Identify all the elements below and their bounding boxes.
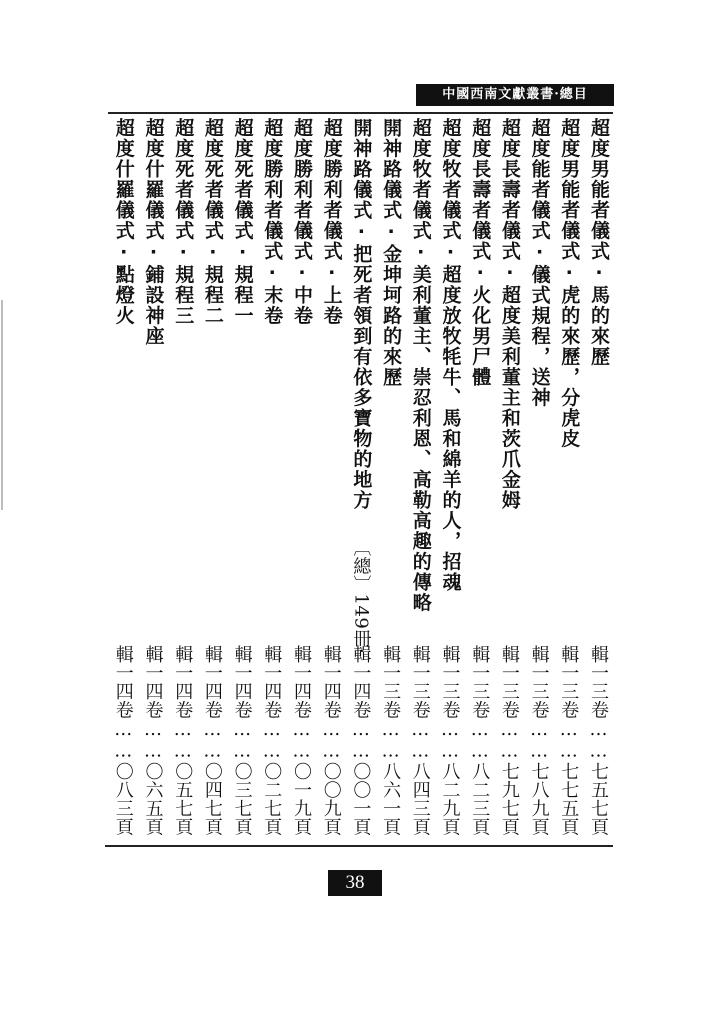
entry-page-ref: 輯一三卷……八二三頁 xyxy=(469,645,491,836)
entry-title: 超度長壽者儀式·火化男尸體 xyxy=(469,118,492,388)
entry-title: 超度勝利者儀式·上卷 xyxy=(320,118,343,326)
toc-entry xyxy=(465,118,495,843)
entry-page-ref: 輯一四卷……〇五七頁 xyxy=(172,645,194,836)
entry-page-ref: 輯一四卷……〇〇九頁 xyxy=(320,645,342,836)
entry-title: 開神路儀式·金坤坷路的來歷 xyxy=(380,118,403,388)
scan-edge-mark xyxy=(1,300,3,510)
toc-entry xyxy=(108,118,138,843)
entry-page-ref: 輯一三卷……七七五頁 xyxy=(558,645,580,836)
toc-entry xyxy=(168,118,198,843)
entry-page-ref: 輯一三卷……八四三頁 xyxy=(409,645,431,836)
entry-title: 超度什羅儀式·鋪設神座 xyxy=(142,118,165,347)
top-divider xyxy=(108,112,613,114)
entry-page-ref: 輯一四卷……〇八三頁 xyxy=(112,645,134,836)
page-number-badge: 38 xyxy=(328,870,382,896)
entry-page-ref: 輯一四卷……〇四七頁 xyxy=(201,645,223,836)
toc-entry xyxy=(286,118,316,843)
bottom-divider xyxy=(105,845,613,847)
entry-page-ref: 輯一四卷……〇三七頁 xyxy=(231,645,253,836)
entry-title: 超度勝利者儀式·末卷 xyxy=(261,118,284,326)
toc-entry xyxy=(435,118,465,843)
entry-page-ref: 輯一四卷……〇〇一頁 xyxy=(350,645,372,836)
toc-entry xyxy=(524,118,554,843)
toc-entry xyxy=(138,118,168,843)
toc-entry xyxy=(405,118,435,843)
toc-entry xyxy=(494,118,524,843)
toc-entry xyxy=(346,118,376,843)
toc-entry xyxy=(554,118,584,843)
table-of-contents xyxy=(108,118,613,843)
toc-entry xyxy=(257,118,287,843)
toc-entry xyxy=(197,118,227,843)
entry-volume-prefix: 〔總〕149冊· xyxy=(350,538,372,655)
toc-entry xyxy=(583,118,613,843)
entry-page-ref: 輯一四卷……〇一九頁 xyxy=(290,645,312,836)
entry-title: 超度能者儀式·儀式規程，送神 xyxy=(528,118,551,408)
entry-page-ref: 輯一三卷……七五七頁 xyxy=(587,645,609,836)
entry-title: 超度死者儀式·規程二 xyxy=(201,118,224,326)
entry-title: 超度什羅儀式·點燈火 xyxy=(112,118,135,326)
toc-entry xyxy=(375,118,405,843)
entry-page-ref: 輯一四卷……〇六五頁 xyxy=(142,645,164,836)
entry-page-ref: 輯一三卷……八二九頁 xyxy=(439,645,461,836)
entry-title: 超度死者儀式·規程三 xyxy=(172,118,195,326)
entry-page-ref: 輯一三卷……七九七頁 xyxy=(498,645,520,836)
toc-entry xyxy=(316,118,346,843)
entry-page-ref: 輯一三卷……八六一頁 xyxy=(380,645,402,836)
entry-page-ref: 輯一三卷……七八九頁 xyxy=(528,645,550,836)
entry-title: 超度男能者儀式·馬的來歷 xyxy=(587,118,610,367)
entry-title: 超度牧者儀式·超度放牧牦牛、馬和綿羊的人，招魂 xyxy=(439,118,462,593)
entry-title: 超度長壽者儀式·超度美利董主和茨爪金姆 xyxy=(498,118,521,511)
entry-title: 超度勝利者儀式·中卷 xyxy=(290,118,313,326)
entry-title: 超度死者儀式·規程一 xyxy=(231,118,254,326)
entry-title: 超度男能者儀式·虎的來歷，分虎皮 xyxy=(558,118,581,449)
entry-page-ref: 輯一四卷……〇二七頁 xyxy=(261,645,283,836)
entry-title: 開神路儀式·把死者領到有依多寶物的地方 xyxy=(350,118,373,511)
entry-title: 超度牧者儀式·美利董主、崇忍利恩、高勒高趣的傳略 xyxy=(409,118,432,613)
series-title-badge: 中國西南文獻叢書·總目 xyxy=(416,84,614,106)
toc-entry xyxy=(227,118,257,843)
